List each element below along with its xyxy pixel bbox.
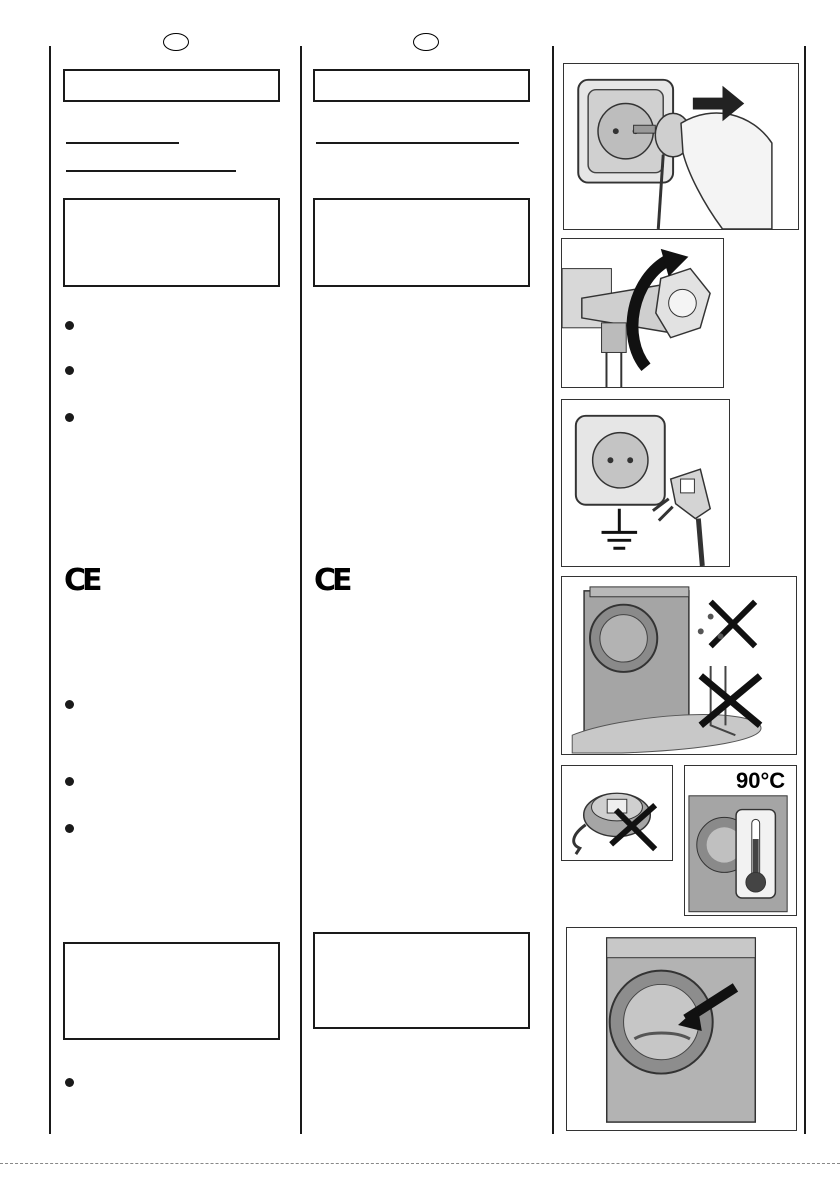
warning-box-col1	[63, 198, 280, 287]
bullet-col1-4	[65, 700, 74, 709]
ce-mark-col1: CE	[64, 563, 99, 598]
illustration-door-glass	[566, 927, 797, 1131]
column-divider-far-right	[804, 46, 806, 1134]
underlined-heading-col1-b	[66, 170, 236, 172]
illustration-water-tap	[561, 238, 724, 388]
bullet-col1-5	[65, 777, 74, 786]
bullet-col1-2	[65, 366, 74, 375]
language-badge-col2	[413, 33, 439, 51]
illustration-no-wet-hands	[561, 576, 797, 755]
section-title-box-col1	[63, 69, 280, 102]
warning-box-col2	[313, 198, 530, 287]
bullet-col1-6	[65, 824, 74, 833]
language-badge-col1	[163, 33, 189, 51]
water-tap-close-icon	[562, 239, 723, 387]
no-extension-lead-icon	[562, 766, 672, 860]
column-divider-middle	[300, 46, 302, 1134]
illustration-earthed-socket	[561, 399, 730, 567]
column-divider-left	[49, 46, 51, 1134]
illustration-unplug	[563, 63, 799, 230]
ce-mark-col2: CE	[314, 563, 349, 598]
no-wet-hands-bare-feet-icon	[562, 577, 796, 754]
door-glass-hot-icon	[567, 928, 796, 1130]
bullet-col1-3	[65, 413, 74, 422]
note-box-col1	[63, 942, 280, 1040]
bullet-col1-1	[65, 321, 74, 330]
earthed-socket-icon	[562, 400, 729, 566]
section-title-box-col2	[313, 69, 530, 102]
column-divider-right	[552, 46, 554, 1134]
unplug-icon	[564, 64, 798, 229]
bottom-cut-line	[0, 1163, 840, 1164]
bullet-col1-7	[65, 1078, 74, 1087]
temperature-label: 90°C	[736, 768, 786, 793]
underlined-heading-col2	[316, 142, 519, 144]
underlined-heading-col1-a	[66, 142, 179, 144]
note-box-col2	[313, 932, 530, 1029]
illustration-no-extension	[561, 765, 673, 861]
